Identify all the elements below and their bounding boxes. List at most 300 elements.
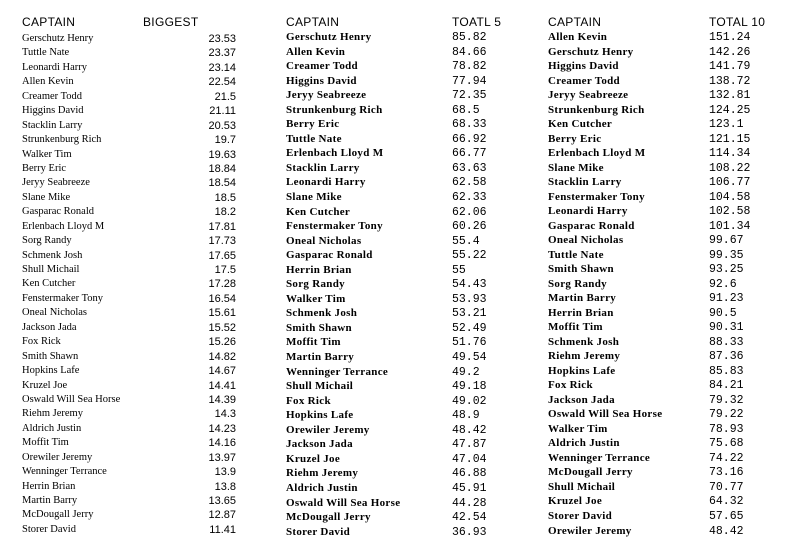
captain-name: Higgins David: [22, 105, 84, 117]
captain-name: Storer David: [286, 525, 350, 538]
table-row: [548, 525, 780, 540]
table-row: [22, 307, 236, 321]
captain-name: Gasparac Ronald: [548, 219, 635, 232]
captain-name: Schmenk Josh: [548, 335, 620, 348]
captain-name: Stacklin Larry: [548, 176, 622, 189]
captain-name: Gasparac Ronald: [22, 206, 95, 218]
captain-name: Aldrich Justin: [22, 422, 82, 434]
table-row: [286, 293, 508, 308]
table-row: [286, 249, 508, 264]
captain-name: Sorg Randy: [286, 278, 345, 291]
captain-name: Smith Shawn: [286, 321, 352, 334]
captain-name: Sorg Randy: [22, 235, 72, 247]
table-row: [286, 438, 508, 453]
score-value: 68.5: [452, 103, 480, 117]
captain-name: Stacklin Larry: [22, 119, 83, 131]
score-value: 17.28: [208, 278, 236, 291]
captain-name: Herrin Brian: [548, 306, 614, 319]
score-value: 11.41: [209, 523, 236, 536]
total10-value-header: TOTAL 10: [709, 15, 766, 29]
captain-name: Erlenbach Lloyd M: [286, 147, 384, 160]
score-value: 17.5: [214, 264, 236, 276]
captain-name: Storer David: [22, 523, 76, 535]
captain-name: Gasparac Ronald: [286, 249, 373, 262]
table-row: [548, 249, 780, 264]
captain-name: Fox Rick: [548, 379, 593, 392]
table-row: [548, 437, 780, 452]
captain-name: Gerschutz Henry: [548, 45, 634, 58]
table-row: [548, 60, 780, 75]
captain-name: Leonardi Harry: [286, 176, 366, 189]
captain-name: Herrin Brian: [22, 480, 76, 492]
captain-name: Ken Cutcher: [22, 278, 76, 290]
score-value: 12.87: [208, 509, 236, 522]
table-row: [548, 379, 780, 394]
score-value: 48.42: [709, 524, 744, 538]
score-value: 84.66: [452, 45, 487, 59]
table-row: [548, 104, 780, 119]
score-value: 14.3: [214, 408, 236, 421]
captain-name: Strunkenburg Rich: [22, 134, 102, 146]
score-value: 132.81: [709, 89, 751, 103]
table-row: [22, 192, 236, 206]
captain-name: Storer David: [548, 510, 612, 522]
table-row: [22, 437, 236, 451]
table-row: [548, 321, 780, 336]
captain-name: Erlenbach Lloyd M: [548, 147, 646, 160]
table-row: [22, 206, 236, 220]
score-value: 92.6: [709, 277, 737, 291]
score-value: 66.92: [452, 132, 487, 146]
score-value: 14.16: [208, 437, 236, 450]
captain-name: Hopkins Lafe: [22, 365, 80, 377]
score-value: 70.77: [709, 480, 744, 494]
captain-name: McDougall Jerry: [22, 509, 94, 521]
captain-name: Jeryy Seabreeze: [548, 89, 629, 102]
total10-name-header: CAPTAIN: [548, 15, 602, 29]
captain-name: Berry Eric: [548, 132, 602, 145]
captain-name: Tuttle Nate: [548, 248, 604, 261]
score-value: 88.33: [709, 335, 744, 349]
table-row: [548, 466, 780, 481]
captain-name: McDougall Jerry: [548, 466, 633, 479]
table-row: [22, 264, 236, 278]
table-row: [548, 408, 780, 423]
captain-name: Ken Cutcher: [548, 118, 613, 131]
score-value: 55.22: [452, 249, 487, 263]
score-value: 18.5: [214, 191, 236, 204]
score-value: 23.14: [208, 61, 236, 74]
captain-name: Slane Mike: [548, 161, 604, 174]
score-value: 79.32: [709, 393, 744, 407]
total10-header: [548, 15, 780, 31]
captain-name: Gerschutz Henry: [22, 33, 94, 44]
table-row: [22, 524, 236, 538]
score-value: 49.18: [452, 380, 487, 394]
captain-name: Jeryy Seabreeze: [286, 89, 367, 102]
score-value: 21.5: [214, 90, 236, 103]
score-value: 18.2: [214, 206, 236, 219]
table-row: [22, 336, 236, 350]
captain-name: Wenninger Terrance: [22, 466, 107, 478]
biggest-name-header: CAPTAIN: [22, 15, 76, 29]
table-row: [286, 60, 508, 75]
score-value: 54.43: [452, 278, 487, 292]
score-value: 85.83: [709, 364, 744, 378]
table-row: [286, 351, 508, 366]
biggest-header: [22, 15, 236, 31]
captain-name: Allen Kevin: [286, 45, 346, 58]
score-value: 123.1: [709, 118, 744, 132]
captain-name: Moffit Tim: [22, 437, 69, 449]
captain-name: Gerschutz Henry: [286, 31, 372, 43]
table-row: [286, 264, 508, 279]
score-value: 18.54: [208, 177, 236, 190]
table-row: [548, 234, 780, 249]
captain-name: Higgins David: [286, 74, 357, 87]
table-row: [22, 495, 236, 509]
score-value: 48.9: [452, 409, 480, 423]
table-row: [286, 75, 508, 90]
table-row: [286, 147, 508, 162]
captain-name: Kruzel Joe: [548, 495, 603, 508]
score-value: 55: [452, 263, 466, 277]
score-value: 14.41: [208, 379, 236, 392]
captain-name: Kruzel Joe: [22, 379, 68, 391]
score-value: 14.39: [208, 393, 236, 406]
score-value: 74.22: [709, 451, 744, 465]
captain-name: Wenninger Terrance: [286, 365, 389, 378]
captain-name: Walker Tim: [548, 422, 608, 435]
score-value: 60.26: [452, 220, 487, 234]
table-row: [286, 424, 508, 439]
table-row: [22, 91, 236, 105]
captain-name: Moffit Tim: [548, 321, 603, 334]
table-row: [548, 133, 780, 148]
score-value: 108.22: [709, 161, 751, 175]
table-row: [548, 495, 780, 510]
captain-name: Shull Michail: [22, 264, 80, 275]
score-value: 49.2: [452, 365, 480, 379]
score-value: 16.54: [208, 292, 236, 305]
captain-name: Tuttle Nate: [22, 47, 70, 59]
captain-name: Strunkenburg Rich: [286, 103, 383, 116]
captain-name: Kruzel Joe: [286, 452, 341, 465]
score-value: 55.4: [452, 234, 480, 248]
table-row: [286, 220, 508, 235]
score-value: 52.49: [452, 321, 487, 335]
score-value: 78.82: [452, 60, 487, 74]
score-value: 62.06: [452, 205, 487, 219]
table-row: [286, 191, 508, 206]
captain-name: Oneal Nicholas: [22, 307, 88, 319]
captain-name: Creamer Todd: [286, 60, 358, 73]
table-row: [286, 467, 508, 482]
table-row: [22, 293, 236, 307]
score-value: 104.58: [709, 190, 751, 204]
captain-name: Oswald Will Sea Horse: [548, 408, 663, 421]
captain-name: Walker Tim: [22, 148, 72, 160]
score-value: 15.26: [208, 336, 236, 349]
table-row: [22, 163, 236, 177]
score-value: 15.61: [208, 307, 236, 320]
table-row: [286, 409, 508, 424]
table-row: [22, 235, 236, 249]
table-row: [548, 481, 780, 496]
captain-name: Jackson Jada: [548, 393, 615, 406]
captain-name: Tuttle Nate: [286, 132, 342, 145]
score-value: 48.42: [452, 423, 487, 437]
captain-name: Creamer Todd: [22, 90, 83, 102]
total5-value-header: TOATL 5: [452, 15, 502, 29]
score-value: 75.68: [709, 437, 744, 451]
captain-name: Martin Barry: [22, 495, 78, 506]
table-row: [548, 205, 780, 220]
score-value: 19.7: [214, 134, 236, 147]
score-value: 53.93: [452, 292, 487, 306]
captain-name: Smith Shawn: [22, 350, 79, 362]
table-row: [548, 365, 780, 380]
table-row: [548, 89, 780, 104]
score-value: 36.93: [452, 525, 487, 539]
table-row: [22, 221, 236, 235]
score-value: 85.82: [452, 31, 487, 44]
table-row: [286, 511, 508, 526]
score-value: 63.63: [452, 161, 487, 175]
table-row: [548, 176, 780, 191]
table-row: [22, 408, 236, 422]
score-value: 101.34: [709, 219, 751, 233]
captain-name: Creamer Todd: [548, 74, 620, 87]
captain-name: Smith Shawn: [548, 263, 614, 276]
table-row: [22, 278, 236, 292]
score-value: 17.65: [208, 249, 236, 262]
score-value: 57.65: [709, 510, 744, 523]
score-value: 99.35: [709, 248, 744, 262]
score-value: 64.32: [709, 495, 744, 509]
score-value: 17.73: [208, 235, 236, 248]
captain-name: Oswald Will Sea Horse: [286, 496, 401, 509]
table-row: [22, 394, 236, 408]
table-row: [286, 497, 508, 512]
table-row: [286, 307, 508, 322]
score-value: 21.11: [209, 105, 236, 118]
table-row: [548, 220, 780, 235]
table-row: [22, 120, 236, 134]
score-value: 42.54: [452, 511, 487, 525]
table-row: [22, 351, 236, 365]
captain-name: Oneal Nicholas: [286, 234, 362, 247]
score-value: 87.36: [709, 350, 744, 364]
table-row: [548, 423, 780, 438]
table-row: [548, 307, 780, 322]
score-value: 15.52: [208, 321, 236, 334]
captain-name: Strunkenburg Rich: [548, 103, 645, 116]
captain-name: Orewiler Jeremy: [286, 423, 370, 436]
captain-name: Stacklin Larry: [286, 161, 360, 174]
table-row: [22, 466, 236, 480]
score-value: 84.21: [709, 379, 744, 393]
total5-header: [286, 15, 508, 31]
score-value: 151.24: [709, 31, 751, 44]
score-value: 23.53: [208, 33, 236, 45]
score-value: 45.91: [452, 481, 487, 495]
table-row: [22, 365, 236, 379]
table-row: [548, 452, 780, 467]
table-row: [548, 336, 780, 351]
table-row: [286, 526, 508, 541]
captain-name: Schmenk Josh: [22, 249, 83, 261]
captain-name: Higgins David: [548, 60, 619, 73]
score-value: 99.67: [709, 234, 744, 248]
score-value: 62.58: [452, 176, 487, 190]
score-value: 51.76: [452, 336, 487, 350]
table-row: [286, 366, 508, 381]
table-row: [286, 453, 508, 468]
table-row: [548, 278, 780, 293]
score-value: 106.77: [709, 176, 751, 190]
score-value: 20.53: [208, 119, 236, 132]
score-value: 114.34: [709, 147, 751, 161]
score-value: 124.25: [709, 103, 751, 117]
captain-name: Berry Eric: [286, 118, 340, 131]
captain-name: Fox Rick: [286, 394, 331, 407]
score-value: 23.37: [208, 47, 236, 60]
captain-name: Fenstermaker Tony: [22, 292, 104, 304]
score-value: 90.5: [709, 306, 737, 320]
table-row: [286, 322, 508, 337]
captain-name: Aldrich Justin: [286, 481, 358, 494]
captain-name: Jackson Jada: [22, 321, 77, 333]
score-value: 102.58: [709, 205, 751, 219]
table-row: [22, 380, 236, 394]
captain-name: Jeryy Seabreeze: [22, 177, 90, 189]
table-row: [286, 395, 508, 410]
table-row: [22, 423, 236, 437]
score-value: 44.28: [452, 496, 487, 510]
table-row: [548, 75, 780, 90]
captain-name: Hopkins Lafe: [548, 364, 616, 377]
table-row: [22, 62, 236, 76]
table-row: [22, 47, 236, 61]
captain-name: Fenstermaker Tony: [548, 190, 645, 203]
captain-name: Aldrich Justin: [548, 437, 620, 450]
captain-name: Wenninger Terrance: [548, 451, 651, 464]
score-value: 68.33: [452, 118, 487, 132]
captain-name: Shull Michail: [286, 380, 354, 393]
total5-name-header: CAPTAIN: [286, 15, 340, 29]
table-row: [22, 134, 236, 148]
captain-name: Fenstermaker Tony: [286, 220, 383, 233]
score-value: 66.77: [452, 147, 487, 161]
score-value: 77.94: [452, 74, 487, 88]
score-value: 79.22: [709, 408, 744, 422]
table-row: [548, 263, 780, 278]
score-value: 13.8: [214, 480, 236, 493]
captain-name: Berry Eric: [22, 162, 67, 174]
score-value: 46.88: [452, 467, 487, 481]
table-row: [286, 89, 508, 104]
biggest-value-header: BIGGEST: [143, 15, 199, 29]
table-row: [286, 118, 508, 133]
table-row: [22, 481, 236, 495]
captain-name: Leonardi Harry: [22, 61, 88, 73]
captain-name: Oswald Will Sea Horse: [22, 393, 121, 405]
captain-name: Schmenk Josh: [286, 307, 358, 320]
table-row: [286, 336, 508, 351]
score-value: 49.54: [452, 351, 487, 365]
captain-name: Riehm Jeremy: [548, 350, 621, 363]
table-row: [548, 191, 780, 206]
score-value: 90.31: [709, 321, 744, 335]
score-value: 91.23: [709, 292, 744, 306]
captain-name: Shull Michail: [548, 480, 616, 493]
table-row: [286, 380, 508, 395]
score-value: 121.15: [709, 132, 751, 146]
captain-name: Allen Kevin: [548, 31, 608, 43]
table-row: [286, 133, 508, 148]
table-row: [286, 235, 508, 250]
score-value: 62.33: [452, 191, 487, 205]
table-row: [286, 104, 508, 119]
score-value: 17.81: [208, 220, 236, 233]
score-value: 141.79: [709, 60, 751, 74]
score-value: 53.21: [452, 307, 487, 321]
captain-name: Allen Kevin: [22, 76, 74, 88]
table-row: [22, 76, 236, 90]
captain-name: Slane Mike: [22, 191, 71, 203]
captain-name: Ken Cutcher: [286, 205, 351, 218]
table-row: [22, 250, 236, 264]
score-value: 47.87: [452, 438, 487, 452]
score-value: 142.26: [709, 45, 751, 59]
table-row: [548, 162, 780, 177]
captain-name: Hopkins Lafe: [286, 409, 354, 422]
captain-name: Leonardi Harry: [548, 205, 628, 218]
captain-name: Martin Barry: [286, 351, 355, 364]
score-value: 49.02: [452, 394, 487, 408]
captain-name: Moffit Tim: [286, 336, 341, 349]
table-row: [286, 176, 508, 191]
table-row: [286, 162, 508, 177]
captain-name: Riehm Jeremy: [286, 467, 359, 480]
table-row: [548, 118, 780, 133]
table-row: [22, 509, 236, 523]
table-row: [286, 206, 508, 221]
captain-name: Oneal Nicholas: [548, 234, 624, 247]
captain-name: Slane Mike: [286, 191, 342, 204]
captain-name: Orewiler Jeremy: [548, 524, 632, 537]
score-value: 138.72: [709, 74, 751, 88]
captain-name: Sorg Randy: [548, 277, 607, 290]
score-value: 78.93: [709, 422, 744, 436]
table-row: [548, 147, 780, 162]
score-value: 14.67: [208, 365, 236, 378]
table-row: [548, 510, 780, 525]
table-row: [286, 46, 508, 61]
score-value: 47.04: [452, 452, 487, 466]
table-row: [22, 452, 236, 466]
table-row: [286, 482, 508, 497]
score-value: 14.82: [208, 350, 236, 363]
score-value: 93.25: [709, 263, 744, 277]
table-row: [548, 292, 780, 307]
table-row: [286, 31, 508, 46]
captain-name: Martin Barry: [548, 292, 617, 305]
score-value: 22.54: [208, 76, 236, 89]
table-row: [22, 177, 236, 191]
score-value: 73.16: [709, 466, 744, 480]
